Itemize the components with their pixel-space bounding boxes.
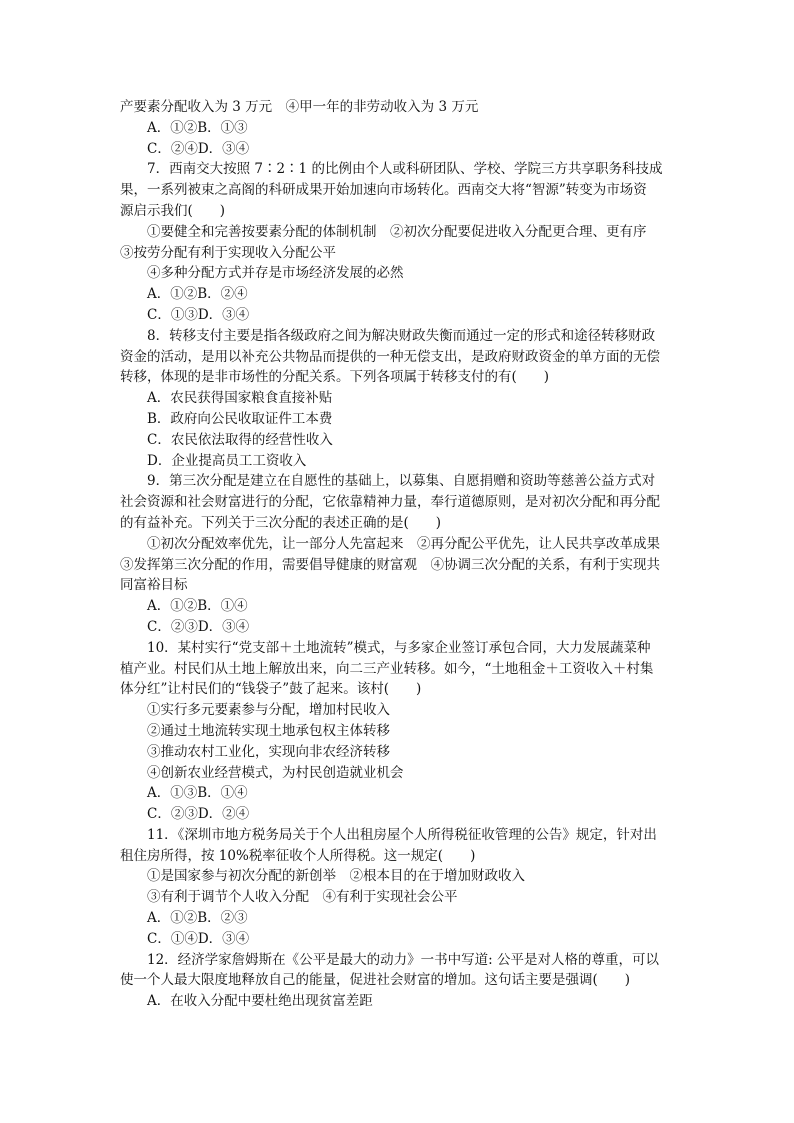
text-line: ①是国家参与初次分配的新创举 ②根本目的在于增加财政收入 bbox=[147, 868, 525, 885]
text-line: ③推动农村工业化，实现向非农经济转移 bbox=[147, 743, 390, 760]
text-line: 7．西南交大按照 7∶2∶1 的比例由个人或科研团队、学校、学院三方共享职务科技成 bbox=[147, 161, 663, 178]
text-line: 11．《深圳市地方税务局关于个人出租房屋个人所得税征收管理的公告》规定，针对出 bbox=[147, 826, 657, 843]
text-line: 的有益补充。下列关于三次分配的表述正确的是( ) bbox=[120, 514, 442, 531]
text-line: A．在收入分配中要杜绝出现贫富差距 bbox=[147, 993, 373, 1010]
text-line: C．②④D．③④ bbox=[147, 140, 250, 157]
text-line: C．农民依法取得的经营性收入 bbox=[147, 431, 333, 448]
text-line: 12．经济学家詹姆斯在《公平是最大的动力》一书中写道: 公平是对人格的尊重，可以 bbox=[147, 951, 660, 968]
text-line: ④多种分配方式并存是市场经济发展的必然 bbox=[147, 265, 404, 282]
text-line: C．②③D．③④ bbox=[147, 618, 250, 635]
text-line: ④创新农业经营模式，为村民创造就业机会 bbox=[147, 764, 404, 781]
text-line: C．①③D．③④ bbox=[147, 306, 250, 323]
text-line: A．①②B．①④ bbox=[147, 598, 248, 615]
text-line: B．政府向公民收取证件工本费 bbox=[147, 410, 333, 427]
document-body bbox=[120, 97, 676, 1012]
text-line: 租住房所得，按 10%税率征收个人所得税。这一规定( ) bbox=[120, 847, 476, 864]
text-line: A．①③B．①④ bbox=[147, 785, 248, 802]
text-line: 10．某村实行“党支部＋土地流转”模式，与多家企业签订承包合同，大力发展蔬菜种 bbox=[147, 639, 651, 656]
text-line: 源启示我们( ) bbox=[120, 202, 226, 219]
text-line: 同富裕目标 bbox=[120, 577, 188, 594]
text-line: ②通过土地流转实现土地承包权主体转移 bbox=[147, 722, 390, 739]
text-line: ③有利于调节个人收入分配 ④有利于实现社会公平 bbox=[147, 889, 458, 906]
text-line: 8．转移支付主要是指各级政府之间为解决财政失衡而通过一定的形式和途径转移财政 bbox=[147, 327, 656, 344]
text-line: 产要素分配收入为 3 万元 ④甲一年的非劳动收入为 3 万元 bbox=[120, 99, 479, 115]
text-line: C．①④D．③④ bbox=[147, 930, 250, 947]
text-line: 9．第三次分配是建立在自愿性的基础上，以募集、自愿捐赠和资助等慈善公益方式对 bbox=[147, 473, 656, 490]
text-line: A．①②B．②④ bbox=[147, 286, 248, 303]
text-line: 社会资源和社会财富进行的分配，它依靠精神力量，奉行道德原则，是对初次分配和再分配 bbox=[120, 494, 660, 511]
text-line: A．农民获得国家粮食直接补贴 bbox=[147, 390, 333, 407]
text-line: 使一个人最大限度地释放自己的能量，促进社会财富的增加。这句话主要是强调( ) bbox=[120, 972, 631, 989]
text-line: ①初次分配效率优先，让一部分人先富起来 ②再分配公平优先，让人民共享改革成果 bbox=[147, 535, 660, 552]
text-line: 体分红”让村民们的“钱袋子”鼓了起来。该村( ) bbox=[120, 681, 422, 698]
text-line: 植产业。村民们从土地上解放出来，向二三产业转移。如今，“土地租金＋工资收入＋村集 bbox=[120, 660, 654, 677]
text-line: 资金的活动，是用以补充公共物品而提供的一种无偿支出，是政府财政资金的单方面的无偿 bbox=[120, 348, 660, 365]
text-line: A．①②B．②③ bbox=[147, 910, 248, 927]
text-line: C．②③D．②④ bbox=[147, 806, 250, 823]
text-line: A．①②B．①③ bbox=[147, 119, 248, 136]
text-line: D．企业提高员工工资收入 bbox=[147, 452, 307, 469]
text-line: ③按劳分配有利于实现收入分配公平 bbox=[120, 244, 336, 261]
text-line: ①要健全和完善按要素分配的体制机制 ②初次分配要促进收入分配更合理、更有序 bbox=[147, 223, 647, 240]
text-line: 转移，体现的是非市场性的分配关系。下列各项属于转移支付的有( ) bbox=[120, 369, 550, 386]
text-line: ①实行多元要素参与分配，增加村民收入 bbox=[147, 702, 390, 719]
text-line: ③发挥第三次分配的作用，需要倡导健康的财富观 ④协调三次分配的关系，有利于实现共 bbox=[120, 556, 660, 573]
text-line: 果，一系列被束之高阁的科研成果开始加速向市场转化。西南交大将“智源”转变为市场资 bbox=[120, 182, 647, 199]
